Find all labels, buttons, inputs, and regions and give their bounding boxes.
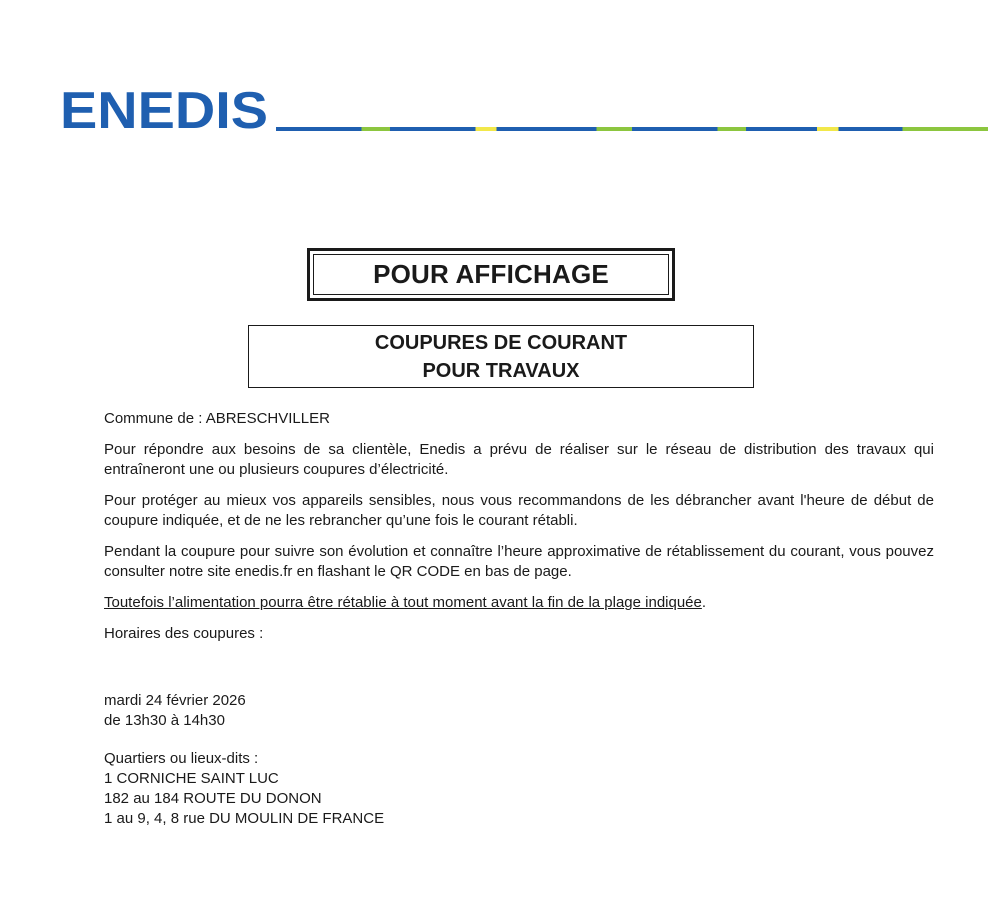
enedis-logo — [58, 82, 272, 138]
outage-date: mardi 24 février 2026 — [104, 692, 246, 709]
places-label: Quartiers ou lieux-dits : — [104, 750, 259, 767]
hours-label: Horaires des coupures : — [104, 625, 264, 642]
brand-stripe — [276, 127, 988, 131]
place-item: 1 au 9, 4, 8 rue DU MOULIN DE FRANCE — [104, 810, 385, 827]
warning-text: Toutefois l’alimentation pourra être rétablie à tout moment avant la fin de la plage indiquée — [104, 594, 702, 611]
paragraph-2: Pour protéger au mieux vos appareils sensibles, nous vous recommandons de les débrancher avant l'heure de début de coupure indiquée, et de ne les rebrancher qu’une fois le courant rétabli. — [104, 492, 934, 529]
title-line2: POUR TRAVAUX — [422, 359, 580, 382]
paragraph-3: Pendant la coupure pour suivre son évolution et connaître l’heure approximative de rétablissement du courant, vous pouvez consulter notre site enedis.fr en flashant le QR CODE en bas de page. — [104, 543, 934, 580]
warning — [104, 593, 934, 613]
place-item: 1 CORNICHE SAINT LUC — [104, 770, 279, 787]
title-line1: COUPURES DE COURANT — [374, 331, 628, 354]
outage-time: de 13h30 à 14h30 — [104, 712, 225, 729]
place-item: 182 au 184 ROUTE DU DONON — [104, 790, 322, 807]
banner-title: POUR AFFICHAGE — [313, 254, 669, 295]
logo-text: ENEDIS — [60, 82, 268, 138]
banner-box — [307, 248, 675, 301]
paragraph-1: Pour répondre aux besoins de sa clientèle, Enedis a prévu de réaliser sur le réseau de distribution des travaux qui entraîneront une ou plusieurs coupures d’électricité. — [104, 441, 934, 478]
notice-body — [104, 409, 934, 829]
commune: Commune de : ABRESCHVILLER — [104, 410, 330, 427]
warning-period: . — [701, 594, 707, 611]
title-box — [248, 325, 754, 388]
header — [58, 82, 988, 138]
